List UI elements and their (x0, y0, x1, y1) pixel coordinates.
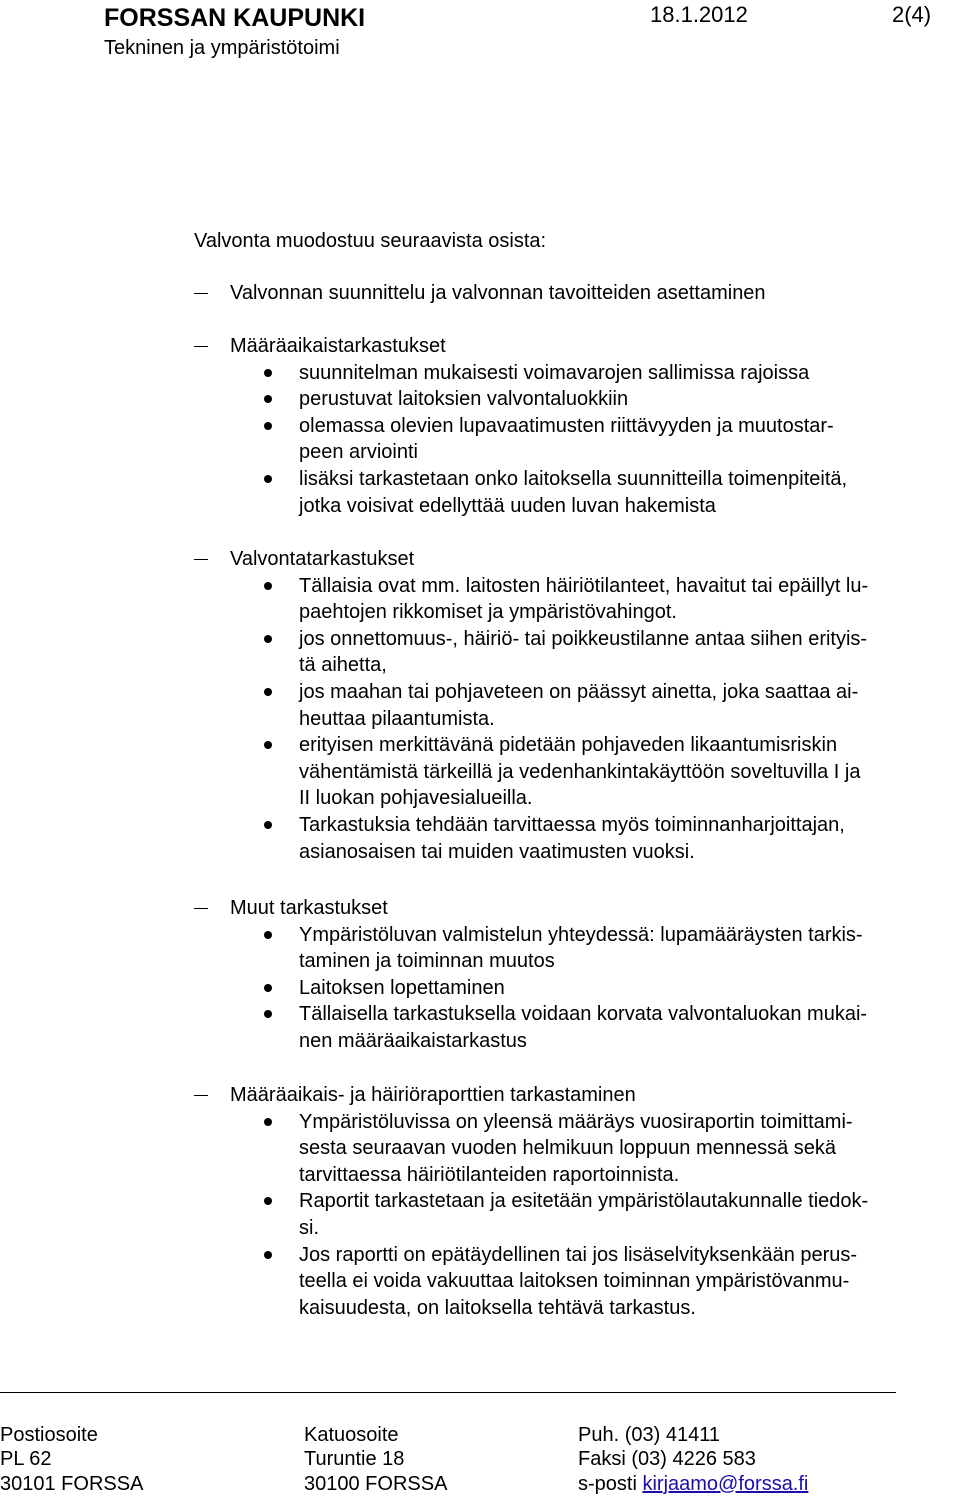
list-item (194, 1001, 946, 1054)
list-item (194, 386, 946, 413)
list-item-line: vähentämistä tärkeillä ja vedenhankintakäyttöön soveltuvilla I ja (299, 760, 861, 783)
bullet-list (194, 360, 946, 520)
section-title (194, 546, 946, 573)
list-item (194, 573, 946, 626)
footer-postal-box: PL 62 (0, 1448, 52, 1471)
dash-marker (194, 346, 208, 347)
list-item (194, 626, 946, 679)
footer-contact (578, 1423, 808, 1496)
bullet-icon (264, 1118, 272, 1126)
bullet-icon (264, 369, 272, 377)
organization-name: FORSSAN KAUPUNKI (104, 4, 366, 32)
list-item (194, 812, 946, 865)
list-item-line: Jos raportti on epätäydellinen tai jos lisäselvityksenkään perus- (299, 1243, 858, 1266)
section (194, 280, 946, 307)
list-item-line: lisäksi tarkastetaan onko laitoksella suunnitteilla toimenpiteitä, (299, 467, 848, 490)
bullet-icon (264, 688, 272, 696)
list-item-line: teella ei voida vakuuttaa laitoksen toiminnan ympäristövanmu- (299, 1270, 850, 1293)
list-item-line: Raportit tarkastetaan ja esitetään ympäristölautakunnalle tiedok- (299, 1190, 869, 1213)
department-name: Tekninen ja ympäristötoimi (104, 37, 340, 59)
bullet-icon (264, 582, 272, 590)
section-title (194, 1082, 946, 1109)
dash-marker (194, 559, 208, 560)
list-item-line: Ympäristöluvan valmistelun yhteydessä: lupamääräysten tarkis- (299, 923, 863, 946)
list-item-line: Tällaisia ovat mm. laitosten häiriötilanteet, havaitut tai epäillyt lu- (299, 574, 869, 597)
bullet-icon (264, 422, 272, 430)
footer-fax: Faksi (03) 4226 583 (578, 1448, 756, 1471)
bullet-list (194, 573, 946, 866)
bullet-icon (264, 931, 272, 939)
list-item-line: perustuvat laitoksien valvontaluokkiin (299, 388, 629, 411)
section (194, 1082, 946, 1321)
list-item-line: Tällaisella tarkastuksella voidaan korvata valvontaluokan mukai- (299, 1003, 868, 1026)
list-item (194, 1242, 946, 1322)
footer-phone: Puh. (03) 41411 (578, 1424, 720, 1446)
page-number: 2(4) (892, 2, 932, 27)
footer-email-label: s-posti (578, 1472, 637, 1495)
document-date: 18.1.2012 (650, 2, 748, 27)
list-item-line: paehtojen rikkomiset ja ympäristövahingot. (299, 601, 677, 624)
bullet-icon (264, 741, 272, 749)
dash-marker (194, 1095, 208, 1096)
list-item-line: II luokan pohjavesialueilla. (299, 787, 533, 810)
section-title-text: Määräaikaistarkastukset (230, 335, 446, 357)
list-item-line: si. (299, 1216, 319, 1239)
footer-postal-label: Postiosoite (0, 1424, 98, 1446)
list-item-line: erityisen merkittävänä pidetään pohjaveden likaantumisriskin (299, 734, 838, 757)
bullet-icon (264, 1197, 272, 1205)
list-item-line: asianosaisen tai muiden vaatimusten vuoksi. (299, 840, 695, 863)
list-item (194, 466, 946, 519)
bullet-icon (264, 1251, 272, 1259)
dash-marker (194, 908, 208, 909)
section-title-text: Valvontatarkastukset (230, 548, 415, 570)
footer-divider (0, 1392, 896, 1393)
section-title-text: Muut tarkastukset (230, 897, 388, 919)
list-item-line: jos maahan tai pohjaveteen on päässyt ainetta, joka saattaa ai- (299, 680, 859, 703)
list-item (194, 732, 946, 812)
list-item-line: Ympäristöluvissa on yleensä määräys vuosiraportin toimittami- (299, 1110, 853, 1133)
bullet-icon (264, 1010, 272, 1018)
list-item-line: olemassa olevien lupavaatimusten riittävyyden ja muutostar- (299, 414, 834, 437)
list-item-line: jos onnettomuus-, häiriö- tai poikkeustilanne antaa siihen erityis- (299, 627, 868, 650)
list-item-line: taminen ja toiminnan muutos (299, 950, 555, 973)
list-item-line: suunnitelman mukaisesti voimavarojen sallimissa rajoissa (299, 361, 810, 384)
footer-email-row (578, 1472, 808, 1496)
intro-text: Valvonta muodostuu seuraavista osista: (194, 230, 547, 252)
bullet-icon (264, 984, 272, 992)
bullet-icon (264, 635, 272, 643)
list-item (194, 679, 946, 732)
list-item-line: kaisuudesta, on laitoksella tehtävä tarkastus. (299, 1296, 696, 1319)
bullet-list (194, 922, 946, 1055)
section-title-text: Määräaikais- ja häiriöraporttien tarkastaminen (230, 1084, 636, 1106)
bullet-icon (264, 475, 272, 483)
footer-street-address (304, 1423, 447, 1496)
list-item (194, 360, 946, 387)
list-item (194, 413, 946, 466)
list-item (194, 1188, 946, 1241)
list-item-line: jotka voisivat edellyttää uuden luvan hakemista (299, 494, 716, 517)
bullet-icon (264, 821, 272, 829)
section (194, 333, 946, 519)
footer-street: Turuntie 18 (304, 1448, 405, 1471)
section (194, 895, 946, 1055)
list-item-line: nen määräaikaistarkastus (299, 1029, 527, 1052)
list-item-line: Tarkastuksia tehdään tarvittaessa myös toiminnanharjoittajan, (299, 813, 845, 836)
bullet-list (194, 1109, 946, 1322)
footer-postal-city: 30101 FORSSA (0, 1472, 144, 1495)
section-title (194, 333, 946, 360)
list-item (194, 922, 946, 975)
list-item (194, 975, 946, 1002)
list-item-line: tarvittaessa häiriötilanteiden raportoinnista. (299, 1163, 680, 1186)
footer-email-link[interactable]: kirjaamo@forssa.fi (642, 1472, 809, 1495)
list-item (194, 1109, 946, 1189)
bullet-icon (264, 395, 272, 403)
list-item-line: sesta seuraavan vuoden helmikuun loppuun mennessä sekä (299, 1137, 837, 1160)
list-item-line: tä aihetta, (299, 654, 387, 677)
section-title (194, 895, 946, 922)
dash-marker (194, 293, 208, 294)
list-item-line: peen arviointi (299, 441, 418, 464)
section-title-text: Valvonnan suunnittelu ja valvonnan tavoitteiden asettaminen (230, 282, 766, 304)
list-item-line: heuttaa pilaantumista. (299, 707, 495, 730)
footer-street-label: Katuosoite (304, 1424, 399, 1446)
section (194, 546, 946, 865)
footer-street-city: 30100 FORSSA (304, 1472, 448, 1495)
footer-postal-address (0, 1423, 143, 1496)
section-title (194, 280, 946, 307)
list-item-line: Laitoksen lopettaminen (299, 976, 505, 999)
